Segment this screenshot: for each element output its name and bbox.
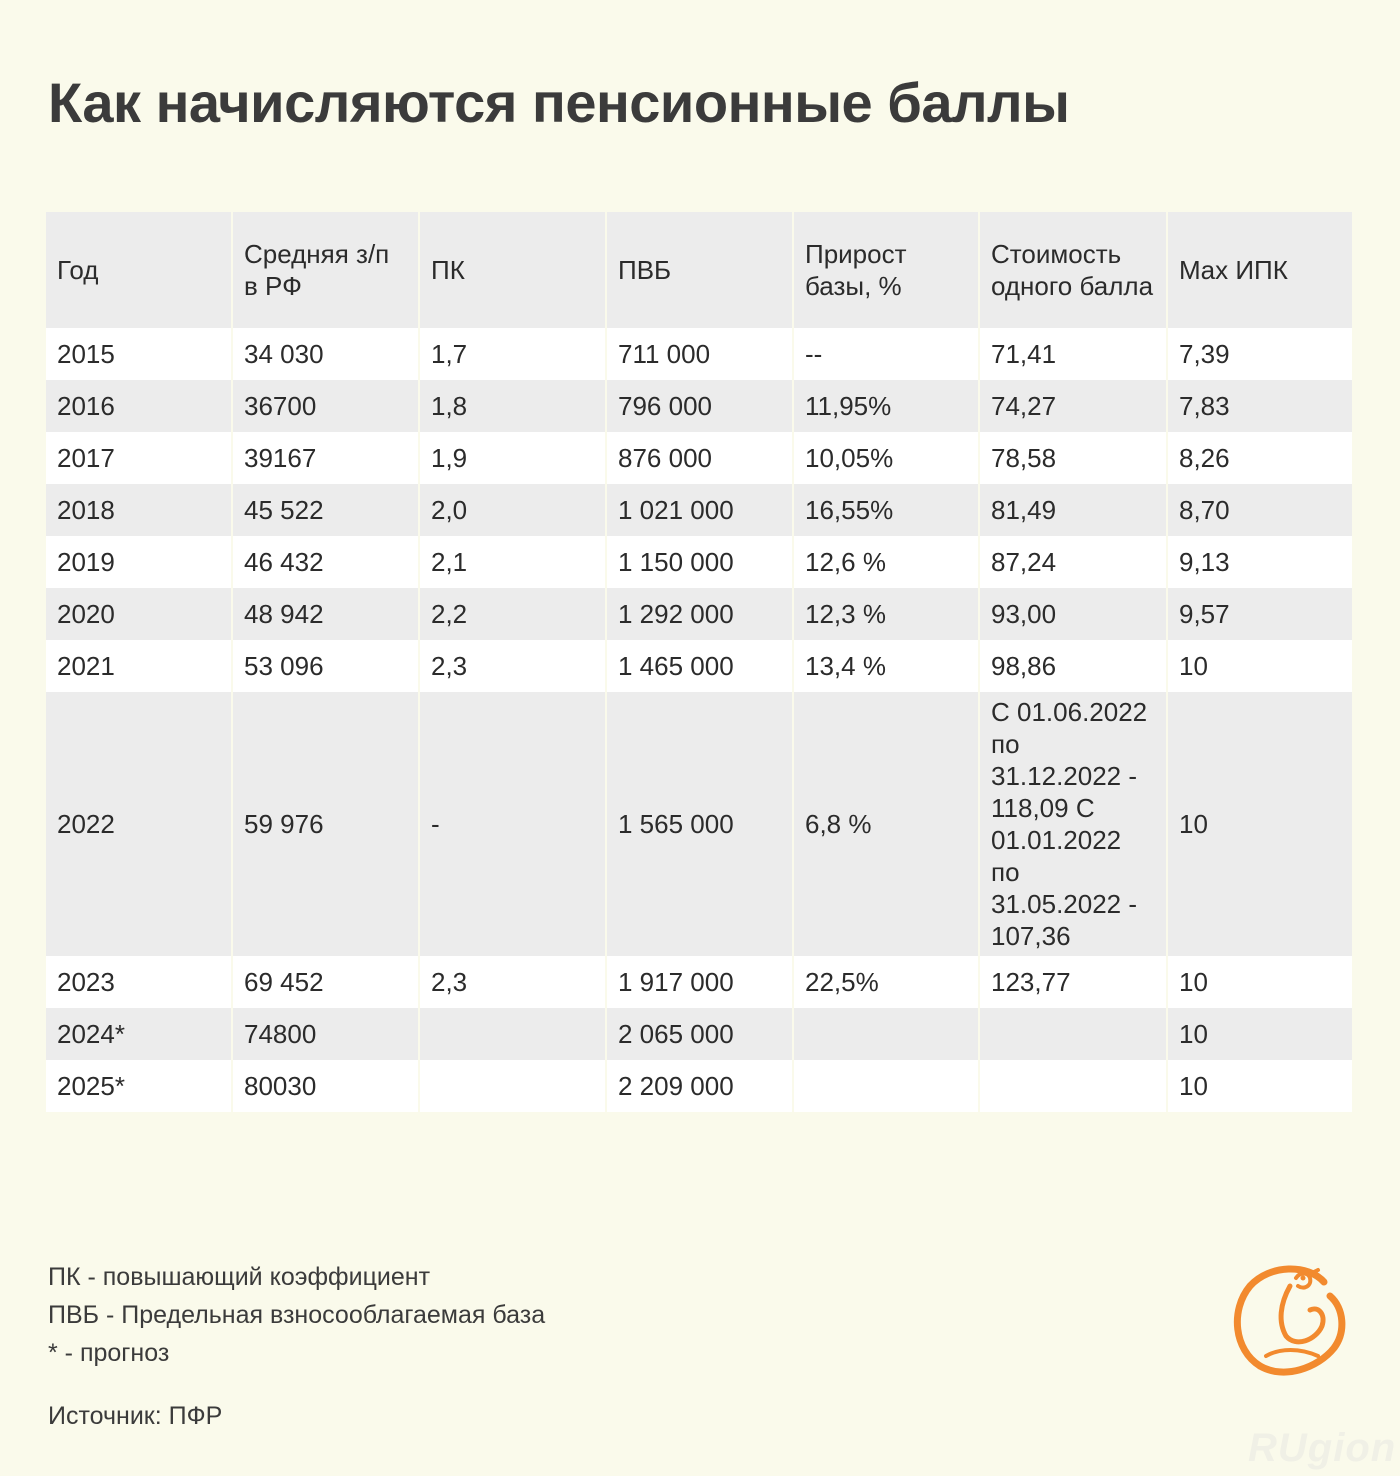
cell-year: 2018 [46,484,232,536]
column-header-base-growth: Прирост базы, % [793,212,979,328]
cell-base-growth: 6,8 % [793,692,979,956]
table-row [46,956,1352,1008]
cell-avg-salary: 74800 [232,1008,419,1060]
cell-pvb: 1 917 000 [606,956,793,1008]
cell-pvb: 711 000 [606,328,793,380]
cell-pk: 2,1 [419,536,606,588]
cell-pk: 1,7 [419,328,606,380]
table-row [46,692,1352,956]
cell-year: 2020 [46,588,232,640]
cell-point-cost: 93,00 [979,588,1167,640]
cell-avg-salary: 48 942 [232,588,419,640]
cell-avg-salary: 34 030 [232,328,419,380]
table-row [46,328,1352,380]
cell-base-growth: -- [793,328,979,380]
table-row [46,588,1352,640]
cell-max-ipk: 9,13 [1167,536,1352,588]
column-header-pvb: ПВБ [606,212,793,328]
cell-year: 2025* [46,1060,232,1112]
cell-year: 2016 [46,380,232,432]
table-row [46,640,1352,692]
cell-base-growth: 13,4 % [793,640,979,692]
table-row [46,1008,1352,1060]
cell-pk: 2,0 [419,484,606,536]
cell-pk: 1,8 [419,380,606,432]
legend-notes [48,1258,545,1372]
cell-point-cost [979,1008,1167,1060]
cell-max-ipk: 10 [1167,956,1352,1008]
cell-pk: 2,3 [419,956,606,1008]
cell-base-growth: 16,55% [793,484,979,536]
cell-max-ipk: 9,57 [1167,588,1352,640]
cell-avg-salary: 39167 [232,432,419,484]
table-body [46,328,1352,1112]
table-row [46,484,1352,536]
page-title: Как начисляются пенсионные баллы [48,71,1070,134]
cell-pvb: 2 209 000 [606,1060,793,1112]
cell-pk: 1,9 [419,432,606,484]
cell-point-cost: 74,27 [979,380,1167,432]
cell-max-ipk: 10 [1167,692,1352,956]
cell-point-cost: 87,24 [979,536,1167,588]
source-label: Источник: ПФР [48,1402,223,1430]
cell-point-cost: 71,41 [979,328,1167,380]
pension-points-table [46,212,1352,1112]
cell-max-ipk: 10 [1167,1008,1352,1060]
cell-pk [419,1060,606,1112]
cell-avg-salary: 46 432 [232,536,419,588]
cell-base-growth: 12,6 % [793,536,979,588]
cell-max-ipk: 8,70 [1167,484,1352,536]
cell-pvb: 876 000 [606,432,793,484]
cell-point-cost: 98,86 [979,640,1167,692]
cell-point-cost: 81,49 [979,484,1167,536]
table-row [46,536,1352,588]
table-row [46,1060,1352,1112]
cell-max-ipk: 7,83 [1167,380,1352,432]
cell-base-growth: 22,5% [793,956,979,1008]
cell-max-ipk: 7,39 [1167,328,1352,380]
bird-logo-icon [1226,1256,1350,1376]
table-header-row [46,212,1352,328]
table-row [46,432,1352,484]
cell-base-growth: 10,05% [793,432,979,484]
cell-avg-salary: 80030 [232,1060,419,1112]
watermark: RUgion [1248,1426,1397,1470]
cell-avg-salary: 36700 [232,380,419,432]
cell-pk: 2,3 [419,640,606,692]
column-header-max-ipk: Max ИПК [1167,212,1352,328]
cell-pvb: 1 292 000 [606,588,793,640]
cell-avg-salary: 45 522 [232,484,419,536]
cell-max-ipk: 10 [1167,640,1352,692]
cell-avg-salary: 69 452 [232,956,419,1008]
note-pvb: ПВБ - Предельная взносооблагаемая база [48,1301,546,1329]
cell-pvb: 2 065 000 [606,1008,793,1060]
column-header-avg-salary: Средняя з/п в РФ [232,212,419,328]
cell-pvb: 1 021 000 [606,484,793,536]
note-pk: ПК - повышающий коэффициент [48,1263,431,1291]
cell-point-cost: 123,77 [979,956,1167,1008]
cell-base-growth: 11,95% [793,380,979,432]
table-row [46,380,1352,432]
cell-year: 2024* [46,1008,232,1060]
cell-avg-salary: 59 976 [232,692,419,956]
column-header-year: Год [46,212,232,328]
column-header-point-cost: Стоимость одного балла [979,212,1167,328]
cell-base-growth [793,1060,979,1112]
cell-pvb: 1 150 000 [606,536,793,588]
cell-avg-salary: 53 096 [232,640,419,692]
cell-pvb: 796 000 [606,380,793,432]
cell-year: 2022 [46,692,232,956]
cell-pk: 2,2 [419,588,606,640]
cell-pk: - [419,692,606,956]
column-header-pk: ПК [419,212,606,328]
cell-year: 2015 [46,328,232,380]
cell-pvb: 1 565 000 [606,692,793,956]
cell-year: 2017 [46,432,232,484]
cell-point-cost [979,1060,1167,1112]
cell-year: 2023 [46,956,232,1008]
cell-year: 2019 [46,536,232,588]
cell-base-growth [793,1008,979,1060]
note-forecast: * - прогноз [48,1339,170,1367]
cell-point-cost: С 01.06.2022 по 31.12.2022 - 118,09 С 01.01.2022 по 31.05.2022 - 107,36 [979,692,1167,956]
cell-pk [419,1008,606,1060]
cell-max-ipk: 8,26 [1167,432,1352,484]
cell-pvb: 1 465 000 [606,640,793,692]
cell-year: 2021 [46,640,232,692]
cell-base-growth: 12,3 % [793,588,979,640]
cell-point-cost: 78,58 [979,432,1167,484]
cell-max-ipk: 10 [1167,1060,1352,1112]
